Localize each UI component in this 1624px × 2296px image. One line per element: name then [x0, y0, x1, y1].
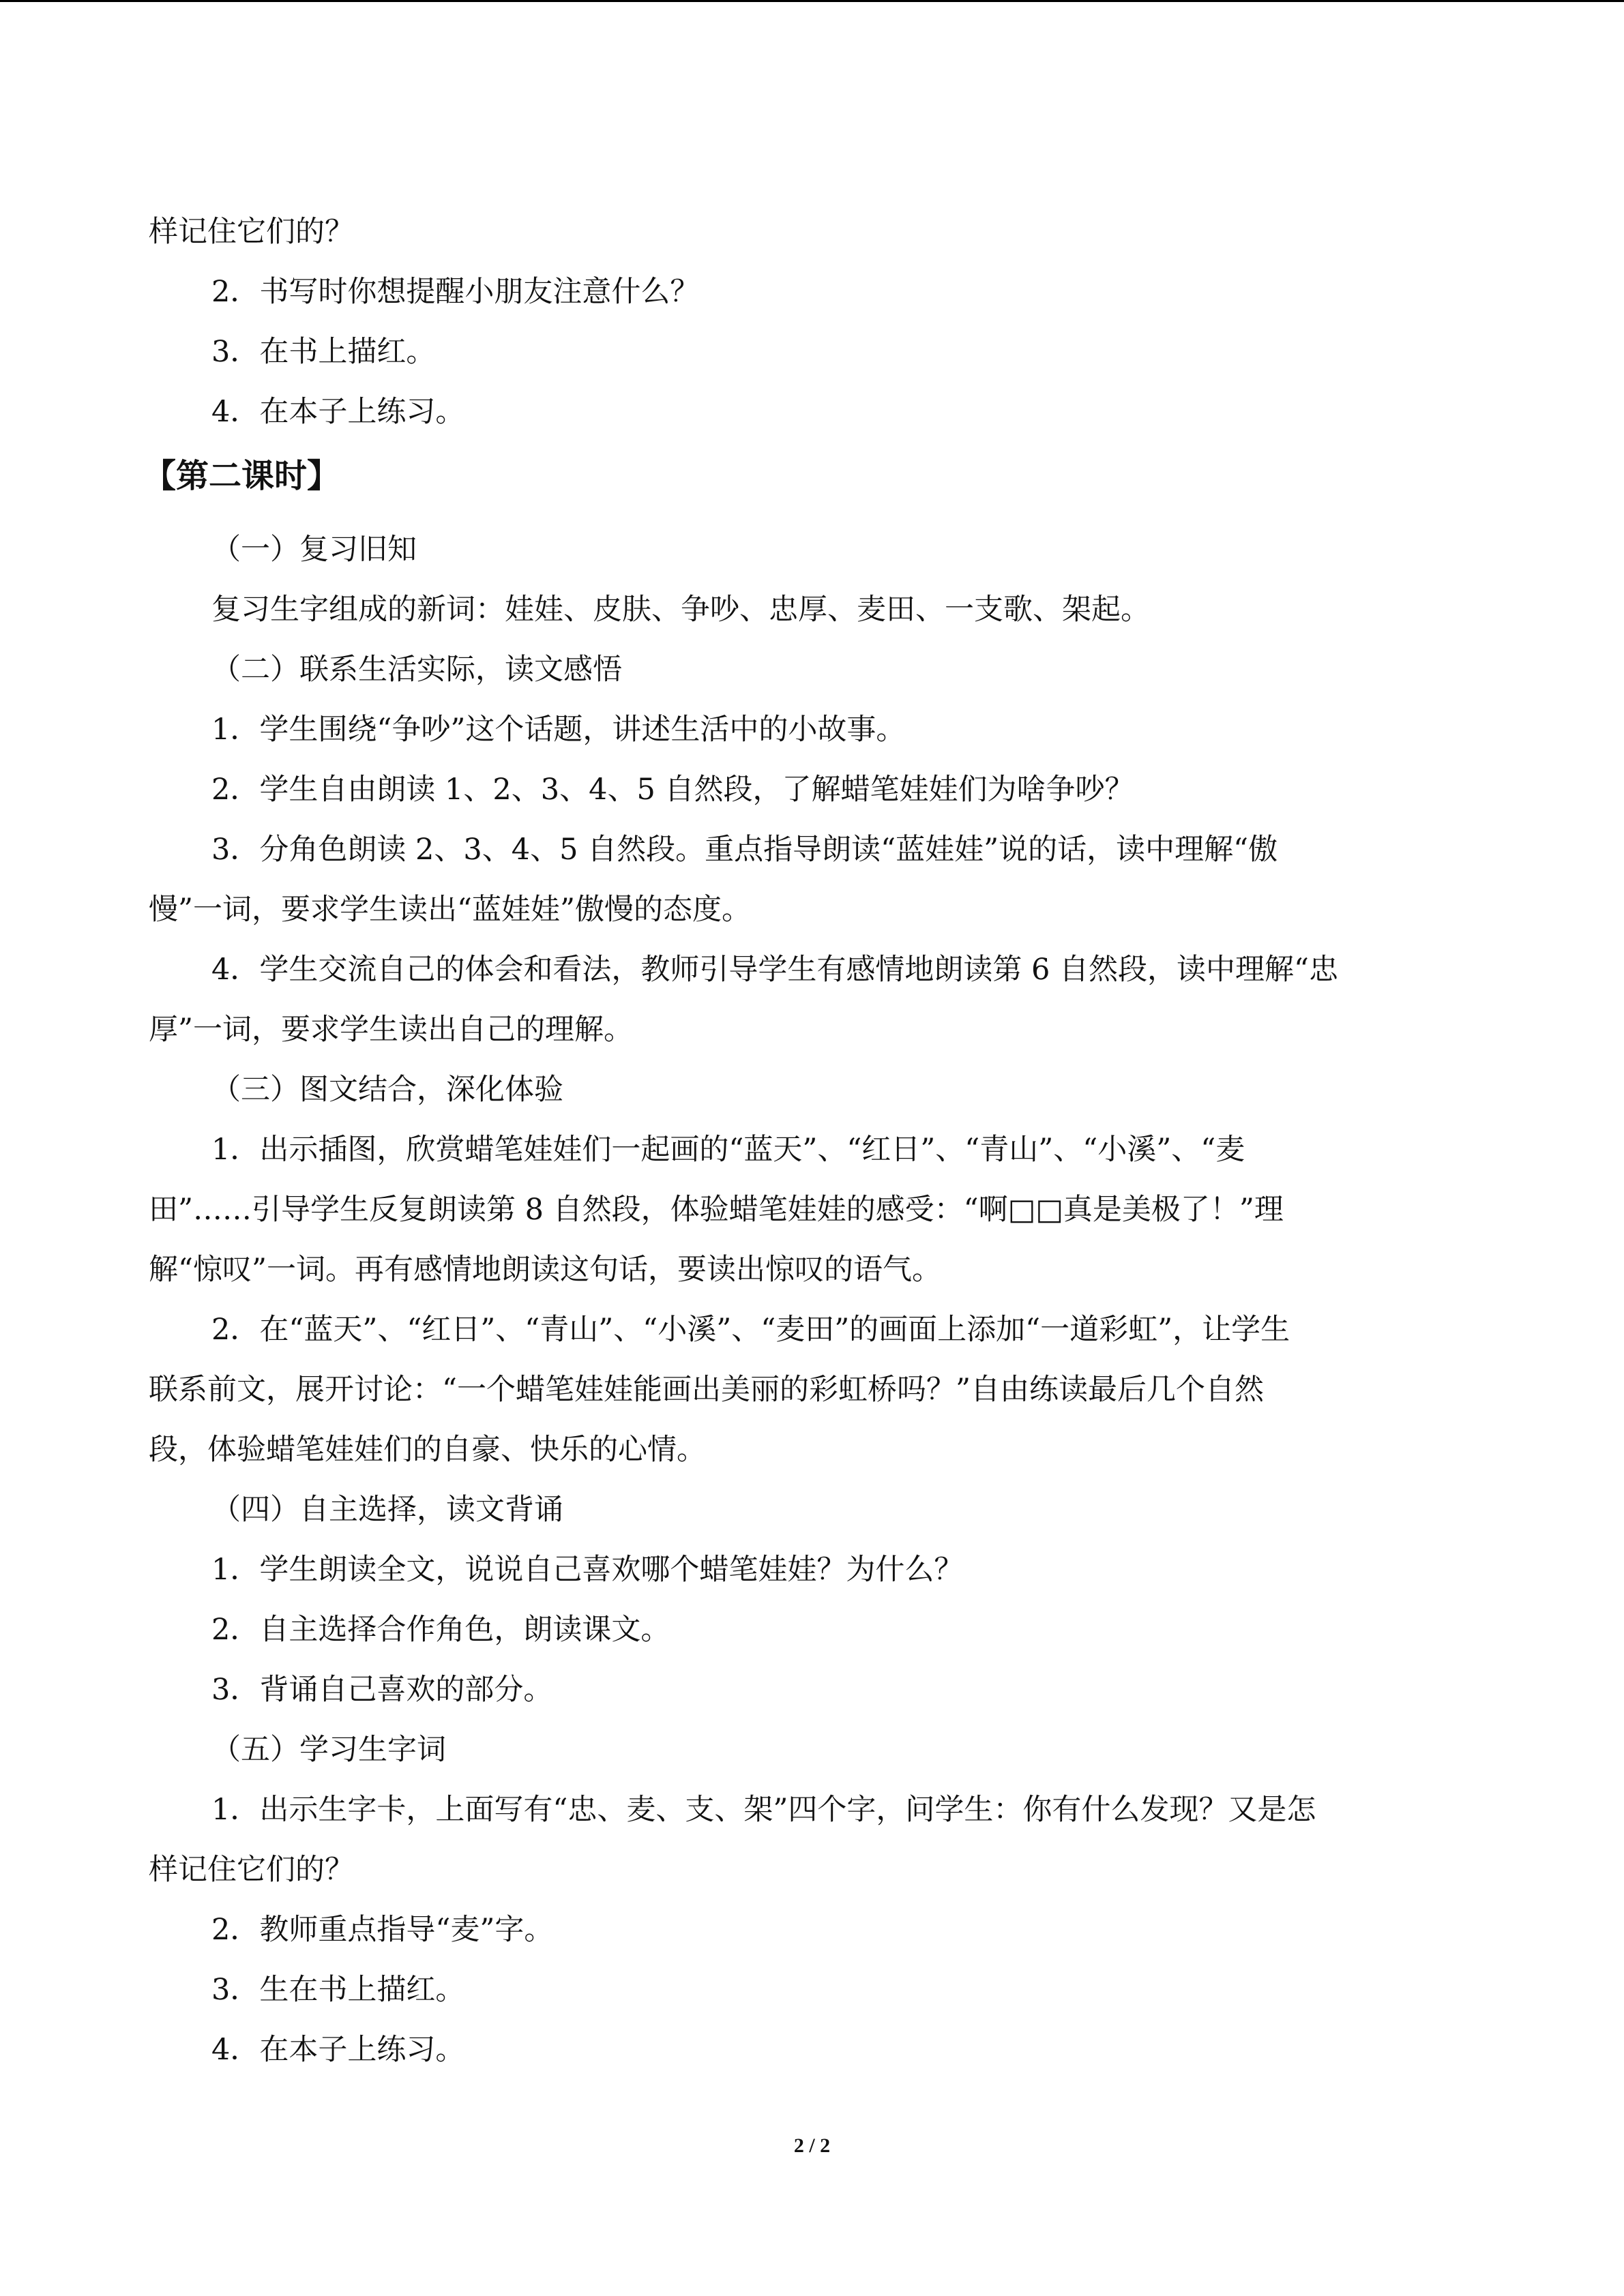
list-item-continuation: 样记住它们的？ — [149, 1853, 354, 1887]
subsection-heading: （一）复习旧知 — [211, 533, 417, 567]
list-item: 2．在“蓝天”、“红日”、“青山”、“小溪”、“麦田”的画面上添加“一道彩虹”，让学生 — [211, 1313, 1290, 1347]
list-item: 1．出示生字卡，上面写有“忠、麦、支、架”四个字，问学生：你有什么发现？又是怎 — [211, 1793, 1316, 1827]
list-item: 2．学生自由朗读 1、2、3、4、5 自然段，了解蜡笔娃娃们为啥争吵？ — [211, 773, 1134, 807]
subsection-heading: （四）自主选择，读文背诵 — [211, 1493, 563, 1527]
top-border-rule — [0, 0, 1624, 2]
page-number: 2 / 2 — [793, 2134, 831, 2157]
list-item: 2．教师重点指导“麦”字。 — [211, 1913, 554, 1947]
subsection-heading: （二）联系生活实际，读文感悟 — [211, 653, 622, 687]
list-item-continuation: 厚”一词，要求学生读出自己的理解。 — [149, 1013, 633, 1047]
list-item-continuation: 解“惊叹”一词。再有感情地朗读这句话，要读出惊叹的语气。 — [149, 1253, 941, 1287]
list-item: 4．在本子上练习。 — [211, 2033, 465, 2067]
text-line: 样记住它们的？ — [149, 215, 354, 249]
list-item: 3．生在书上描红。 — [211, 1973, 465, 2007]
list-item: 1．出示插图，欣赏蜡笔娃娃们一起画的“蓝天”、“红日”、“青山”、“小溪”、“麦 — [211, 1133, 1245, 1167]
list-item: 1．学生朗读全文，说说自己喜欢哪个蜡笔娃娃？为什么？ — [211, 1553, 964, 1587]
list-item: 1．学生围绕“争吵”这个话题，讲述生活中的小故事。 — [211, 713, 906, 747]
list-item-continuation: 联系前文，展开讨论：“一个蜡笔娃娃能画出美丽的彩虹桥吗？”自由练读最后几个自然 — [149, 1373, 1264, 1407]
paragraph-line: 复习生字组成的新词：娃娃、皮肤、争吵、忠厚、麦田、一支歌、架起。 — [211, 593, 1150, 627]
subsection-heading: （五）学习生字词 — [211, 1733, 446, 1767]
document-body — [143, 202, 1475, 2080]
list-item: 4．在本子上练习。 — [211, 395, 465, 429]
list-item-continuation: 慢”一词，要求学生读出“蓝娃娃”傲慢的态度。 — [149, 893, 751, 927]
list-item: 2．自主选择合作角色，朗读课文。 — [211, 1613, 670, 1647]
list-item: 3．背诵自己喜欢的部分。 — [211, 1673, 553, 1707]
list-item-continuation: 段，体验蜡笔娃娃们的自豪、快乐的心情。 — [149, 1433, 706, 1467]
list-item: 2．书写时你想提醒小朋友注意什么？ — [211, 275, 700, 309]
section-heading: 【第二课时】 — [143, 457, 340, 495]
list-item: 3．分角色朗读 2、3、4、5 自然段。重点指导朗读“蓝娃娃”说的话，读中理解“傲 — [211, 833, 1278, 867]
subsection-heading: （三）图文结合，深化体验 — [211, 1073, 563, 1107]
list-item: 4．学生交流自己的体会和看法，教师引导学生有感情地朗读第 6 自然段，读中理解“忠 — [211, 953, 1339, 987]
list-item: 3．在书上描红。 — [211, 335, 436, 369]
list-item-continuation: 田”……引导学生反复朗读第 8 自然段，体验蜡笔娃娃的感受：“啊□□真是美极了！”理 — [149, 1193, 1284, 1227]
